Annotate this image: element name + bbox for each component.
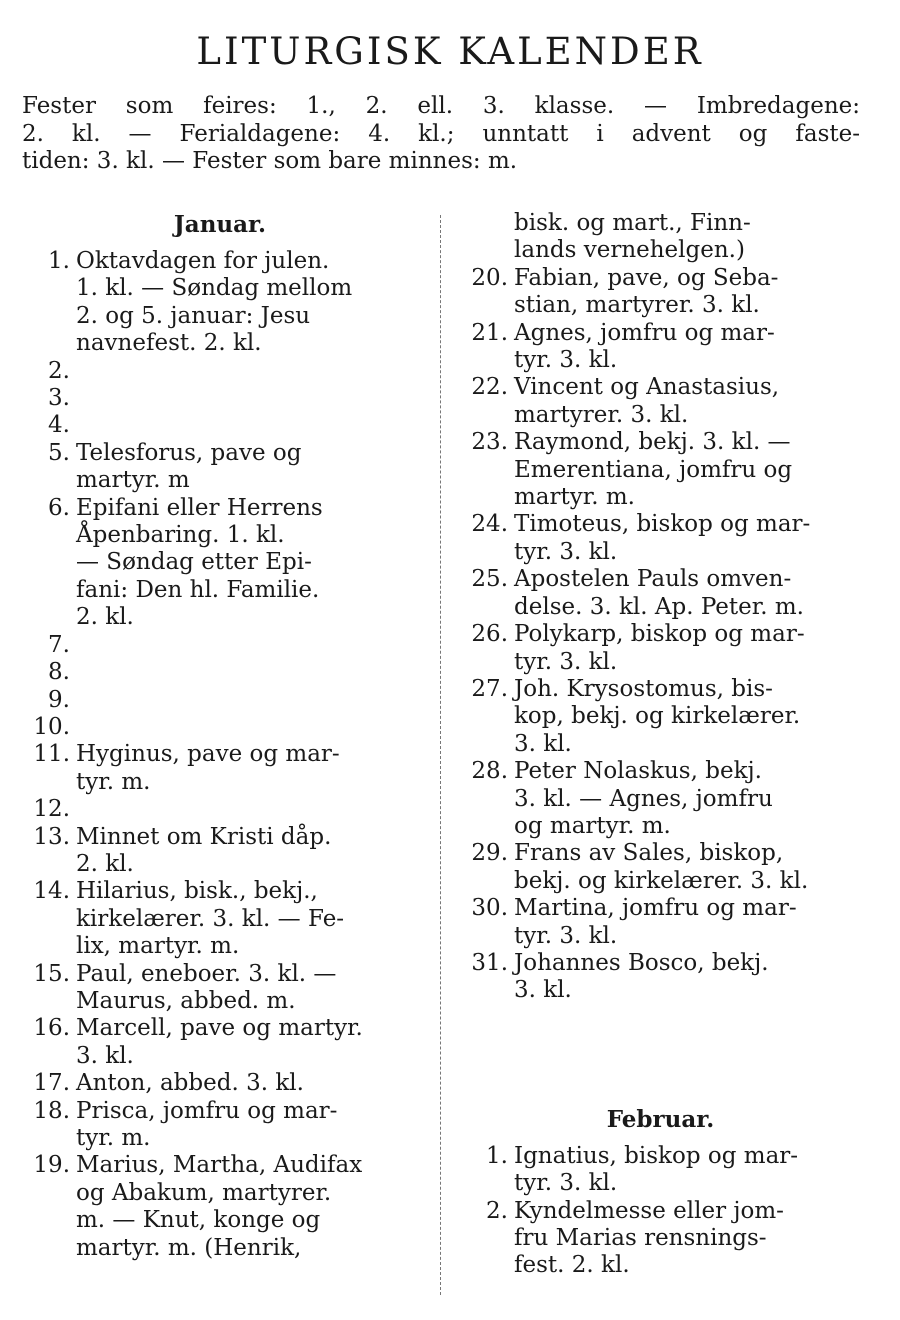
calendar-entry [458, 895, 863, 950]
day-number: 11. [33, 741, 70, 768]
entry-line: martyr. m. [514, 484, 635, 511]
calendar-entry [458, 566, 863, 621]
entry-text [70, 1070, 420, 1097]
entry-text [508, 895, 863, 950]
entry-line [76, 412, 420, 439]
day-number: 21. [471, 319, 508, 346]
entry-line: og Abakum, martyrer. [76, 1179, 332, 1206]
entry-text [508, 265, 863, 320]
entry-line: Apostelen Pauls omven- [514, 566, 792, 593]
entry-text [70, 632, 420, 659]
entry-line: Minnet om Kristi dåp. [76, 823, 332, 850]
calendar-entry [458, 676, 863, 758]
entry-line: Frans av Sales, biskop, [514, 840, 784, 867]
entry-line: og martyr. m. [514, 812, 671, 839]
calendar-entry [20, 796, 420, 823]
entry-line: Hyginus, pave og mar- [76, 741, 340, 768]
calendar-entry [20, 878, 420, 960]
entry-line: Epifani eller Herrens [76, 494, 323, 521]
entry-line: tyr. 3. kl. [514, 648, 618, 675]
entry-line: bekj. og kirkelærer. 3. kl. [514, 867, 809, 894]
entry-text [70, 1152, 420, 1262]
entry-line: Emerentiana, jomfru og [514, 456, 793, 483]
calendar-entry [20, 440, 420, 495]
calendar-entry [20, 824, 420, 879]
day-number: 4. [48, 412, 70, 439]
entry-line: tyr. m. [76, 1125, 151, 1151]
entry-text [508, 758, 863, 840]
entry-line: Martina, jomfru og mar- [514, 895, 797, 922]
entry-line: 1. kl. — Søndag mellom [76, 275, 353, 302]
entry-line: 3. kl. [514, 730, 572, 757]
entry-line: tyr. 3. kl. [514, 347, 618, 374]
entry-line: — Søndag etter Epi- [76, 549, 312, 576]
day-number: 26. [471, 621, 508, 648]
day-number: 27. [471, 675, 508, 702]
entry-text [508, 374, 863, 429]
calendar-entry [20, 1015, 420, 1070]
day-number: 24. [471, 511, 508, 538]
entry-line [76, 659, 420, 686]
entry-line: m. — Knut, konge og [76, 1207, 321, 1234]
entry-text [70, 714, 420, 741]
entry-line: 3. kl. [76, 1042, 134, 1069]
entry-line [76, 687, 420, 714]
day-number: 1. [48, 248, 70, 274]
entry-line: Peter Nolaskus, bekj. [514, 758, 762, 785]
entry-line: Telesforus, pave og [76, 439, 302, 466]
calendar-entry [20, 358, 420, 385]
calendar-entry [20, 1070, 420, 1097]
entry-text [70, 687, 420, 714]
day-number: 29. [471, 840, 508, 867]
entry-line: fru Marias rensnings- [514, 1225, 767, 1251]
day-number: 9. [48, 686, 70, 713]
calendar-entry [20, 1098, 420, 1153]
entry-text [70, 878, 420, 960]
entry-line: delse. 3. kl. Ap. Peter. m. [514, 593, 804, 620]
entry-line: navnefest. 2. kl. [76, 330, 262, 357]
entry-text [70, 440, 420, 495]
entry-line: tyr. 3. kl. [514, 1170, 618, 1197]
day-number: 25. [471, 566, 508, 593]
entry-text [70, 1098, 420, 1153]
entry-text [508, 511, 863, 566]
entry-line: Anton, abbed. 3. kl. [76, 1070, 304, 1097]
day-number: 19. [33, 1152, 70, 1179]
day-number: 23. [471, 429, 508, 456]
day-number: 31. [471, 949, 508, 976]
entry-line: martyrer. 3. kl. [514, 401, 689, 428]
entry-text [508, 840, 863, 895]
entry-line: Maurus, abbed. m. [76, 987, 296, 1014]
day-number: 17. [33, 1070, 70, 1097]
intro-line: 2. kl. — Ferialdagene: 4. kl.; unntatt i advent og faste- [22, 120, 860, 147]
entry-line [76, 796, 420, 823]
day-number: 30. [471, 895, 508, 922]
entry-text [70, 659, 420, 686]
entry-line: 2. og 5. januar: Jesu [76, 302, 311, 329]
entry-text [70, 961, 420, 1016]
entry-line: Fabian, pave, og Seba- [514, 264, 779, 291]
february-entries [458, 1143, 863, 1280]
calendar-entry [458, 511, 863, 566]
calendar-entry [20, 385, 420, 412]
january-continuation [458, 210, 863, 265]
entry-text [508, 676, 863, 758]
entry-line: tyr. 3. kl. [514, 538, 618, 565]
right-column [458, 210, 863, 1280]
entry-line: martyr. m. (Henrik, [76, 1234, 302, 1261]
calendar-entry [20, 412, 420, 439]
entry-line: martyr. m [76, 467, 190, 494]
entry-text [508, 1143, 863, 1198]
column-divider [440, 215, 441, 1295]
day-number: 1. [486, 1142, 508, 1169]
entry-line: 3. kl. [514, 977, 572, 1004]
entry-text [70, 358, 420, 385]
day-number: 8. [48, 659, 70, 686]
entry-text [70, 412, 420, 439]
entry-text [70, 248, 420, 358]
calendar-entry [458, 950, 863, 1005]
entry-line: stian, martyrer. 3. kl. [514, 292, 760, 319]
day-number: 2. [48, 357, 70, 384]
day-number: 12. [33, 796, 70, 823]
entry-line: Marius, Martha, Audifax [76, 1152, 363, 1179]
calendar-entry [20, 1152, 420, 1262]
calendar-entry [458, 374, 863, 429]
entry-text [508, 320, 863, 375]
calendar-entry [20, 741, 420, 796]
entry-text [70, 495, 420, 632]
entry-line [76, 714, 420, 741]
month-heading-february: Februar. [606, 1105, 715, 1133]
entry-line: Joh. Krysostomus, bis- [514, 675, 773, 702]
continuation-line: lands vernehelgen.) [514, 237, 745, 264]
entry-text [70, 385, 420, 412]
continuation-line: bisk. og mart., Finn- [514, 210, 751, 236]
day-number: 2. [486, 1197, 508, 1224]
entry-text [508, 566, 863, 621]
calendar-entry [20, 714, 420, 741]
calendar-entry [20, 961, 420, 1016]
january-entries-left [20, 248, 420, 1262]
entry-line [76, 632, 420, 659]
entry-line [76, 358, 420, 385]
entry-text [70, 824, 420, 879]
entry-text [508, 429, 863, 511]
entry-line: Polykarp, biskop og mar- [514, 621, 805, 648]
entry-line: lix, martyr. m. [76, 933, 240, 960]
calendar-entry [20, 495, 420, 632]
entry-line: Åpenbaring. 1. kl. [76, 522, 285, 549]
calendar-entry [20, 659, 420, 686]
left-column [20, 210, 420, 1262]
calendar-entry [458, 429, 863, 511]
entry-line: Kyndelmesse eller jom- [514, 1197, 784, 1224]
day-number: 22. [471, 374, 508, 401]
calendar-entry [458, 320, 863, 375]
day-number: 7. [48, 631, 70, 658]
entry-line [76, 385, 420, 412]
calendar-entry [458, 758, 863, 840]
entry-line: fani: Den hl. Familie. [76, 576, 320, 603]
entry-line: Vincent og Anastasius, [514, 374, 780, 401]
entry-line: 2. kl. [76, 604, 134, 631]
day-number: 10. [33, 713, 70, 740]
entry-line: tyr. m. [76, 768, 151, 795]
calendar-entry [458, 1143, 863, 1198]
month-heading-january: Januar. [173, 211, 267, 238]
calendar-entry [458, 1198, 863, 1280]
entry-line: Paul, eneboer. 3. kl. — [76, 960, 337, 987]
entry-line: Johannes Bosco, bekj. [514, 949, 769, 976]
entry-line: Timoteus, biskop og mar- [514, 511, 811, 538]
entry-line: 3. kl. — Agnes, jomfru [514, 785, 773, 812]
entry-line: Oktavdagen for julen. [76, 248, 330, 274]
entry-text [508, 1198, 863, 1280]
page-title: LITURGISK KALENDER [196, 30, 704, 73]
day-number: 18. [33, 1097, 70, 1124]
entry-line: fest. 2. kl. [514, 1252, 630, 1279]
calendar-entry [458, 621, 863, 676]
entry-line: Hilarius, bisk., bekj., [76, 878, 318, 905]
entry-line: Agnes, jomfru og mar- [514, 319, 775, 346]
day-number: 6. [48, 494, 70, 521]
entry-text [70, 741, 420, 796]
calendar-entry [20, 632, 420, 659]
calendar-entry [20, 687, 420, 714]
entry-line: kop, bekj. og kirkelærer. [514, 703, 801, 730]
intro-line: Fester som feires: 1., 2. ell. 3. klasse. — Imbredagene: [22, 93, 860, 119]
entry-line: Marcell, pave og martyr. [76, 1015, 363, 1042]
calendar-entry [458, 265, 863, 320]
day-number: 13. [33, 823, 70, 850]
entry-line: Raymond, bekj. 3. kl. — [514, 429, 791, 456]
day-number: 3. [48, 385, 70, 412]
entry-text [508, 950, 863, 1005]
entry-line: kirkelærer. 3. kl. — Fe- [76, 905, 345, 932]
day-number: 20. [471, 264, 508, 291]
intro-line: tiden: 3. kl. — Fester som bare minnes: m. [22, 148, 518, 174]
day-number: 28. [471, 758, 508, 785]
entry-text [70, 1015, 420, 1070]
day-number: 5. [48, 439, 70, 466]
day-number: 14. [33, 878, 70, 905]
entry-text [70, 796, 420, 823]
entry-line: Ignatius, biskop og mar- [514, 1142, 799, 1169]
day-number: 16. [33, 1015, 70, 1042]
entry-line: Prisca, jomfru og mar- [76, 1097, 338, 1124]
entry-text [508, 621, 863, 676]
calendar-entry [458, 840, 863, 895]
entry-line: tyr. 3. kl. [514, 922, 618, 949]
january-entries-right [458, 265, 863, 1005]
intro-paragraph [22, 93, 860, 176]
entry-line: 2. kl. [76, 850, 134, 877]
calendar-entry [20, 248, 420, 358]
day-number: 15. [33, 960, 70, 987]
